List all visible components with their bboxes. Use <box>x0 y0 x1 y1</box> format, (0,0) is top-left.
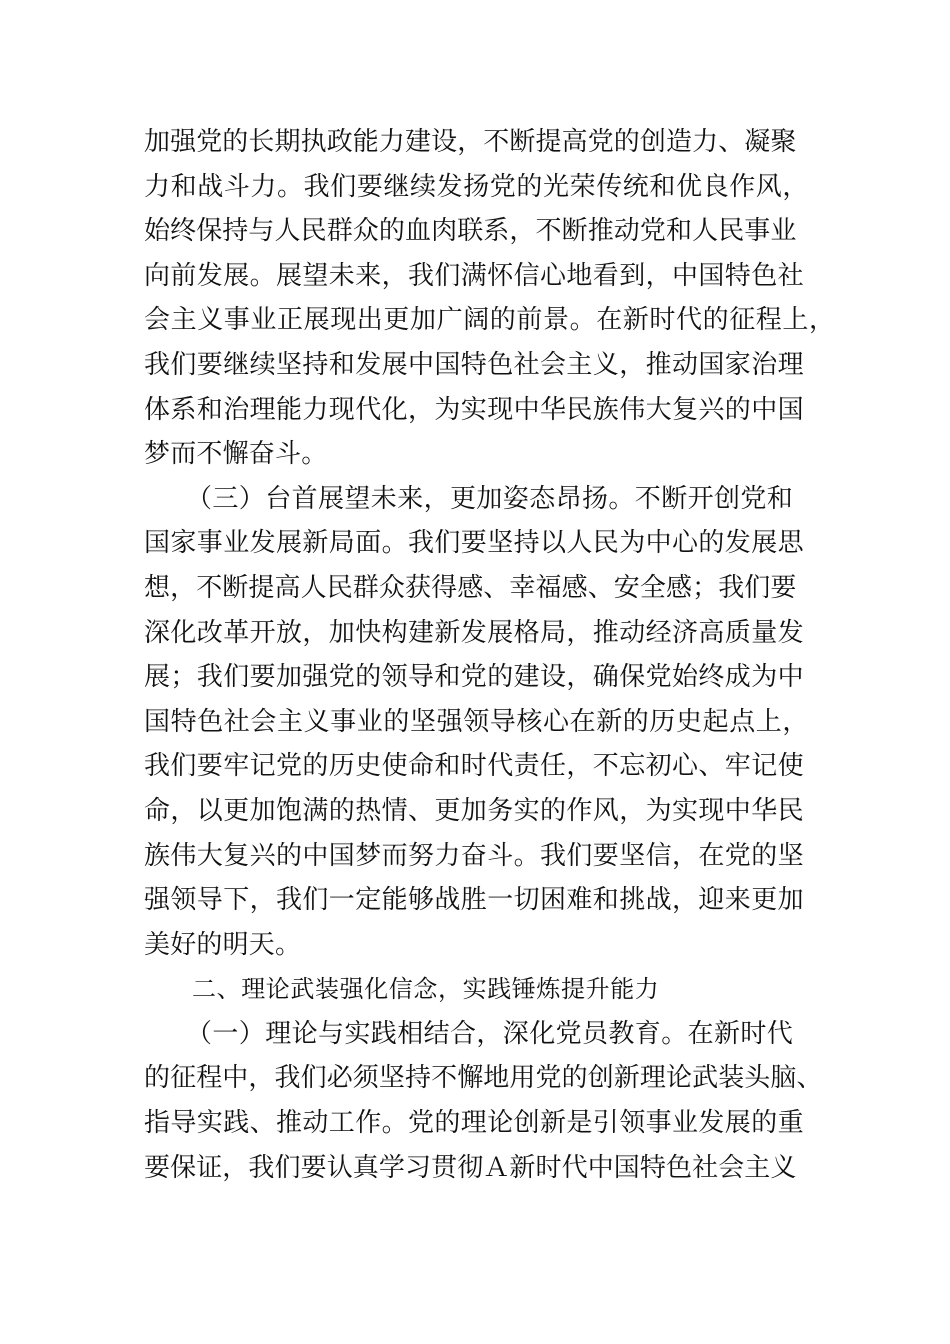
text-line: 深化改革开放，加快构建新发展格局，推动经济高质量发 <box>144 617 805 648</box>
text-line: 想，不断提高人民群众获得感、幸福感、安全感；我们要 <box>144 572 797 603</box>
text-line: 展；我们要加强党的领导和党的建设，确保党始终成为中 <box>144 662 805 693</box>
text-line: 加强党的长期执政能力建设，不断提高党的创造力、凝聚 <box>144 127 797 157</box>
text-line: 我们要牢记党的历史使命和时代责任，不忘初心、牢记使 <box>144 751 805 782</box>
text-line: 始终保持与人民群众的血肉联系，不断推动党和人民事业 <box>144 216 797 247</box>
text-line: 梦而不懈奋斗。 <box>144 439 328 470</box>
text-line: 美好的明天。 <box>144 929 302 960</box>
paragraph-continuation <box>144 120 836 477</box>
text-line: 指导实践、推动工作。党的理论创新是引领事业发展的重 <box>144 1108 805 1139</box>
text-line: 向前发展。展望未来，我们满怀信心地看到，中国特色社 <box>144 260 805 291</box>
section-heading <box>144 967 814 1012</box>
text-line-indented: （一）理论与实践相结合，深化党员教育。在新时代 <box>186 1018 794 1049</box>
text-line: 强领导下，我们一定能够战胜一切困难和挑战，迎来更加 <box>144 885 805 916</box>
document-body <box>144 120 836 1190</box>
text-line: 族伟大复兴的中国梦而努力奋斗。我们要坚信，在党的坚 <box>144 840 805 871</box>
text-line: 我们要继续坚持和发展中国特色社会主义，推动国家治理 <box>144 349 805 380</box>
text-line: 国家事业发展新局面。我们要坚持以人民为中心的发展思 <box>144 528 805 559</box>
text-line-indented: （三）台首展望未来，更加姿态昂扬。不断开创党和 <box>186 483 794 514</box>
text-line: 体系和治理能力现代化，为实现中华民族伟大复兴的中国 <box>144 394 805 425</box>
section-heading-text: 二、理论武装强化信念，实践锤炼提升能力 <box>192 975 660 1004</box>
text-line: 的征程中，我们必须坚持不懈地用党的创新理论武装头脑、 <box>144 1063 823 1094</box>
text-line: 国特色社会主义事业的坚强领导核心在新的历史起点上， <box>144 706 810 737</box>
text-line: 会主义事业正展现出更加广阔的前景。在新时代的征程上， <box>144 305 836 336</box>
paragraph-section-three <box>144 477 814 968</box>
text-line: 力和战斗力。我们要继续发扬党的光荣传统和优良作风， <box>144 171 810 202</box>
paragraph-section-one <box>144 1012 823 1190</box>
text-line: 命，以更加饱满的热情、更加务实的作风，为实现中华民 <box>144 795 805 826</box>
text-line: 要保证，我们要认真学习贯彻Ａ新时代中国特色社会主义 <box>144 1152 797 1183</box>
